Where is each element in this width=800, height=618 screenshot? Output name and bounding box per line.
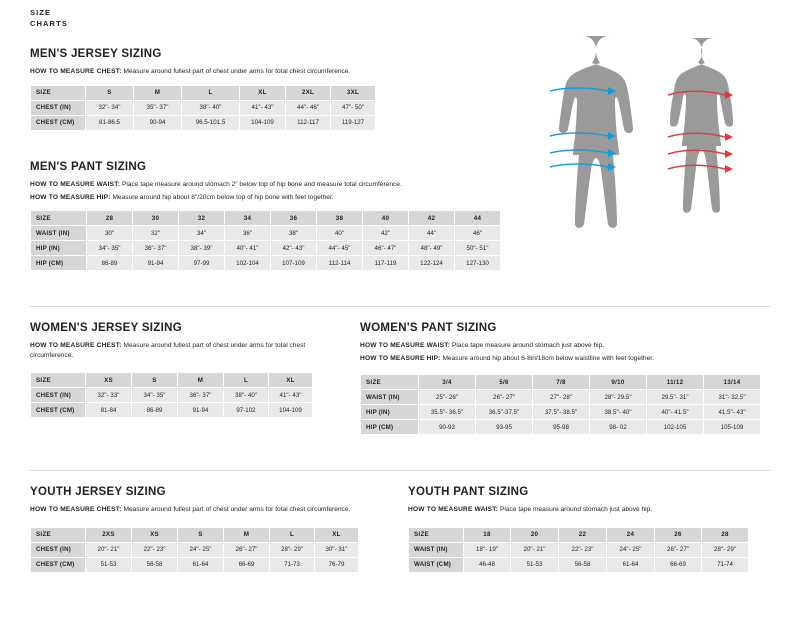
section-mens-pant (30, 161, 520, 271)
female-body-diagram (670, 38, 733, 213)
table-cell: 44"- 46" (286, 100, 331, 115)
table-cell: 38" (271, 226, 317, 241)
table-cell: 40" (317, 226, 363, 241)
instruction-text: Place tape measure around stomach 2″ below top of hip bone and measure total circumference. (120, 181, 402, 188)
table-cell: 47"- 50" (331, 100, 376, 115)
table-header-cell: 26 (655, 527, 702, 542)
table-header-cell: 40 (363, 211, 409, 226)
table-header-cell: XL (315, 527, 359, 542)
table-header-cell: 13/14 (704, 375, 761, 390)
instruction (360, 341, 770, 351)
table-row (31, 100, 376, 115)
table-header-cell: 5/6 (476, 375, 533, 390)
table-cell: 51-53 (86, 557, 132, 572)
table-row (31, 403, 313, 418)
table-cell: 32"- 33" (86, 388, 132, 403)
table-header-cell: 38 (317, 211, 363, 226)
page-title-line1: SIZE (30, 8, 52, 17)
table-cell: 26"- 27" (655, 542, 702, 557)
divider (30, 470, 770, 471)
table-row (31, 256, 501, 271)
table-cell: 41"- 43" (269, 388, 313, 403)
table-header-cell: 22 (559, 527, 607, 542)
table-header-cell: SIZE (31, 211, 87, 226)
instruction (30, 193, 520, 203)
table-cell: 112-114 (317, 256, 363, 271)
instruction-text: Measure around hip about 8″/20cm below top of hip bone with feet together. (110, 193, 334, 201)
table-cell: 20"- 21" (86, 542, 132, 557)
table-header-cell: 11/12 (647, 375, 704, 390)
table-cell: 34"- 35" (87, 241, 133, 256)
instruction-label: HOW TO MEASURE WAIST: (360, 342, 451, 349)
instruction-text: Measure around hip about 6-8in/18cm below waistline with feet together. (440, 354, 654, 362)
table-cell: 22"- 23" (559, 542, 607, 557)
table-cell: 29.5"- 31" (647, 390, 704, 405)
table-header-cell: 7/8 (533, 375, 590, 390)
table-cell: 35"- 37" (134, 100, 182, 115)
table-cell: 22"- 23" (132, 542, 178, 557)
instruction (360, 354, 770, 364)
section-womens-pant (360, 322, 770, 435)
table-cell: 34"- 35" (132, 388, 178, 403)
table-header-cell: S (178, 527, 224, 542)
table-header-cell: 28 (702, 527, 749, 542)
table-youth-jersey (30, 527, 359, 573)
section-title: WOMEN'S JERSEY SIZING (30, 322, 182, 334)
table-header-cell: 42 (409, 211, 455, 226)
table-row-label: HIP (IN) (31, 241, 87, 256)
table-cell: 36"- 37" (178, 388, 224, 403)
section-youth-jersey (30, 486, 370, 573)
section-mens-jersey (30, 48, 500, 131)
table-cell: 90-93 (419, 420, 476, 435)
table-row-label: CHEST (IN) (31, 100, 86, 115)
table-cell: 46"- 47" (363, 241, 409, 256)
instruction-text: Measure around fullest part of chest under arms for total chest circumference. (121, 68, 351, 75)
table-cell: 25"- 26" (419, 390, 476, 405)
table-header-cell: 34 (225, 211, 271, 226)
table-cell: 26"- 27" (224, 542, 270, 557)
table-row-label: CHEST (CM) (31, 403, 86, 418)
section-title: MEN'S JERSEY SIZING (30, 48, 162, 60)
instruction-label: HOW TO MEASURE HIP: (360, 354, 441, 362)
page-title (30, 8, 68, 30)
instruction-label: HOW TO MEASURE CHEST: (30, 68, 122, 75)
table-header-row (31, 211, 501, 226)
table-header-cell: 28 (87, 211, 133, 226)
table-cell: 32" (133, 226, 179, 241)
table-cell: 34" (179, 226, 225, 241)
table-row-label: WAIST (IN) (361, 390, 419, 405)
page-title-line2: CHARTS (30, 18, 68, 28)
table-cell: 102-105 (647, 420, 704, 435)
table-cell: 46" (455, 226, 501, 241)
table-header-cell: 36 (271, 211, 317, 226)
table-cell: 91-94 (133, 256, 179, 271)
table-womens-jersey (30, 372, 313, 418)
table-header-cell: M (224, 527, 270, 542)
table-row (31, 557, 359, 572)
table-cell: 71-74 (702, 557, 749, 572)
table-cell: 40"- 41" (225, 241, 271, 256)
body-diagram-figure (520, 30, 775, 280)
instruction-label: HOW TO MEASURE CHEST: (30, 342, 122, 349)
table-row-label: CHEST (CM) (31, 557, 86, 572)
table-cell: 56-58 (559, 557, 607, 572)
table-row-label: HIP (IN) (361, 405, 419, 420)
table-cell: 66-69 (224, 557, 270, 572)
table-cell: 66-69 (655, 557, 702, 572)
table-header-cell: 3/4 (419, 375, 476, 390)
table-header-cell: SIZE (31, 527, 86, 542)
table-cell: 98- 02 (590, 420, 647, 435)
table-header-cell: S (86, 85, 134, 100)
table-row-label: HIP (CM) (31, 256, 87, 271)
instruction (408, 505, 768, 515)
table-cell: 38"- 40" (224, 388, 269, 403)
table-header-cell: XS (86, 373, 132, 388)
table-header-cell: M (134, 85, 182, 100)
table-row (31, 241, 501, 256)
table-cell: 51-53 (511, 557, 559, 572)
table-cell: 56-58 (132, 557, 178, 572)
table-row (31, 115, 376, 130)
table-cell: 35.5"- 36.5" (419, 405, 476, 420)
table-header-cell: 3XL (331, 85, 376, 100)
divider (30, 306, 770, 307)
table-header-cell: 44 (455, 211, 501, 226)
section-womens-jersey (30, 322, 360, 418)
table-header-cell: 2XL (286, 85, 331, 100)
table-cell: 105-109 (704, 420, 761, 435)
table-row (361, 405, 761, 420)
table-cell: 104-109 (240, 115, 286, 130)
table-header-cell: SIZE (31, 373, 86, 388)
table-cell: 50"- 51" (455, 241, 501, 256)
table-cell: 32"- 34" (86, 100, 134, 115)
table-cell: 30" (87, 226, 133, 241)
table-header-cell: 20 (511, 527, 559, 542)
table-header-cell: SIZE (361, 375, 419, 390)
table-cell: 86-89 (132, 403, 178, 418)
instruction-label: HOW TO MEASURE WAIST: (408, 506, 499, 513)
instruction (30, 341, 320, 360)
table-cell: 28"- 29" (270, 542, 315, 557)
table-cell: 30"- 31" (315, 542, 359, 557)
table-cell: 117-119 (363, 256, 409, 271)
instruction-label: HOW TO MEASURE HIP: (30, 193, 111, 201)
table-cell: 107-109 (271, 256, 317, 271)
table-header-cell: SIZE (31, 85, 86, 100)
instruction-text: Measure around fullest part of chest under arms for total chest circumference. (121, 506, 351, 513)
table-header-cell: 9/10 (590, 375, 647, 390)
table-cell: 28"- 29" (702, 542, 749, 557)
table-header-cell: L (182, 85, 240, 100)
table-cell: 42"- 43" (271, 241, 317, 256)
table-header-row (361, 375, 761, 390)
table-cell: 86-89 (87, 256, 133, 271)
table-mens-pant (30, 210, 501, 271)
table-cell: 26"- 27" (476, 390, 533, 405)
table-header-cell: 18 (464, 527, 511, 542)
table-header-row (31, 373, 313, 388)
section-title: WOMEN'S PANT SIZING (360, 322, 497, 334)
table-row (409, 542, 749, 557)
instruction-text: Place tape measure around stomach just above hip. (498, 506, 653, 513)
table-cell: 31"- 32.5" (704, 390, 761, 405)
table-row-label: WAIST (IN) (31, 226, 87, 241)
table-cell: 36" (225, 226, 271, 241)
table-cell: 27"- 28" (533, 390, 590, 405)
table-cell: 20"- 21" (511, 542, 559, 557)
table-cell: 24"- 25" (607, 542, 655, 557)
table-row (31, 226, 501, 241)
table-cell: 44"- 45" (317, 241, 363, 256)
table-cell: 37.5"- 38.5" (533, 405, 590, 420)
instruction-label: HOW TO MEASURE CHEST: (30, 506, 122, 513)
table-cell: 127-130 (455, 256, 501, 271)
table-cell: 18"- 19" (464, 542, 511, 557)
table-row (409, 557, 749, 572)
table-cell: 95-98 (533, 420, 590, 435)
section-title: YOUTH JERSEY SIZING (30, 486, 166, 498)
table-cell: 96.5-101.5 (182, 115, 240, 130)
table-row-label: HIP (CM) (361, 420, 419, 435)
table-cell: 46-48 (464, 557, 511, 572)
table-header-cell: 2XS (86, 527, 132, 542)
table-header-row (31, 527, 359, 542)
table-cell: 97-99 (179, 256, 225, 271)
table-row-label: WAIST (IN) (409, 542, 464, 557)
table-header-cell: XS (132, 527, 178, 542)
table-youth-pant (408, 527, 749, 573)
table-header-cell: M (178, 373, 224, 388)
table-cell: 61-64 (178, 557, 224, 572)
table-row-label: CHEST (CM) (31, 115, 86, 130)
table-row-label: CHEST (IN) (31, 542, 86, 557)
table-cell: 38.5"- 40" (590, 405, 647, 420)
table-header-cell: XL (269, 373, 313, 388)
table-cell: 102-104 (225, 256, 271, 271)
table-cell: 76-79 (315, 557, 359, 572)
table-row-label: WAIST (CM) (409, 557, 464, 572)
table-row (31, 388, 313, 403)
table-row (361, 420, 761, 435)
instruction (30, 67, 500, 77)
table-header-cell: XL (240, 85, 286, 100)
table-mens-jersey (30, 85, 376, 131)
table-cell: 40"- 41.5" (647, 405, 704, 420)
table-header-cell: SIZE (409, 527, 464, 542)
table-cell: 90-94 (134, 115, 182, 130)
section-title: MEN'S PANT SIZING (30, 161, 147, 173)
table-cell: 41.5"- 43" (704, 405, 761, 420)
table-cell: 81-86.5 (86, 115, 134, 130)
table-cell: 36"- 37" (133, 241, 179, 256)
table-cell: 97-102 (224, 403, 269, 418)
table-cell: 81-84 (86, 403, 132, 418)
table-header-cell: 30 (133, 211, 179, 226)
table-cell: 44" (409, 226, 455, 241)
table-cell: 41"- 43" (240, 100, 286, 115)
instruction-text: Measure around fullest part of chest under arms for total chest circumference. (30, 342, 306, 359)
table-cell: 91-94 (178, 403, 224, 418)
instruction-text: Place tape measure around stomach just above hip. (450, 342, 605, 349)
table-womens-pant (360, 374, 761, 435)
table-header-cell: L (270, 527, 315, 542)
table-header-cell: 32 (179, 211, 225, 226)
male-body-diagram (559, 36, 633, 228)
table-cell: 93-95 (476, 420, 533, 435)
table-header-cell: 24 (607, 527, 655, 542)
table-header-cell: S (132, 373, 178, 388)
table-row (361, 390, 761, 405)
instruction (30, 505, 360, 515)
table-cell: 36.5"-37.5" (476, 405, 533, 420)
table-cell: 24"- 25" (178, 542, 224, 557)
table-row (31, 542, 359, 557)
instruction-label: HOW TO MEASURE WAIST: (30, 181, 121, 188)
table-cell: 28"- 29.5" (590, 390, 647, 405)
table-header-row (409, 527, 749, 542)
table-cell: 38"- 39" (179, 241, 225, 256)
table-cell: 112-117 (286, 115, 331, 130)
section-title: YOUTH PANT SIZING (408, 486, 529, 498)
instruction (30, 180, 520, 190)
table-cell: 42" (363, 226, 409, 241)
table-cell: 38"- 40" (182, 100, 240, 115)
table-cell: 71-73 (270, 557, 315, 572)
table-cell: 119-127 (331, 115, 376, 130)
section-youth-pant (408, 486, 768, 573)
table-cell: 48"- 49" (409, 241, 455, 256)
table-row-label: CHEST (IN) (31, 388, 86, 403)
table-cell: 61-64 (607, 557, 655, 572)
table-cell: 122-124 (409, 256, 455, 271)
table-header-cell: L (224, 373, 269, 388)
table-header-row (31, 85, 376, 100)
table-cell: 104-109 (269, 403, 313, 418)
